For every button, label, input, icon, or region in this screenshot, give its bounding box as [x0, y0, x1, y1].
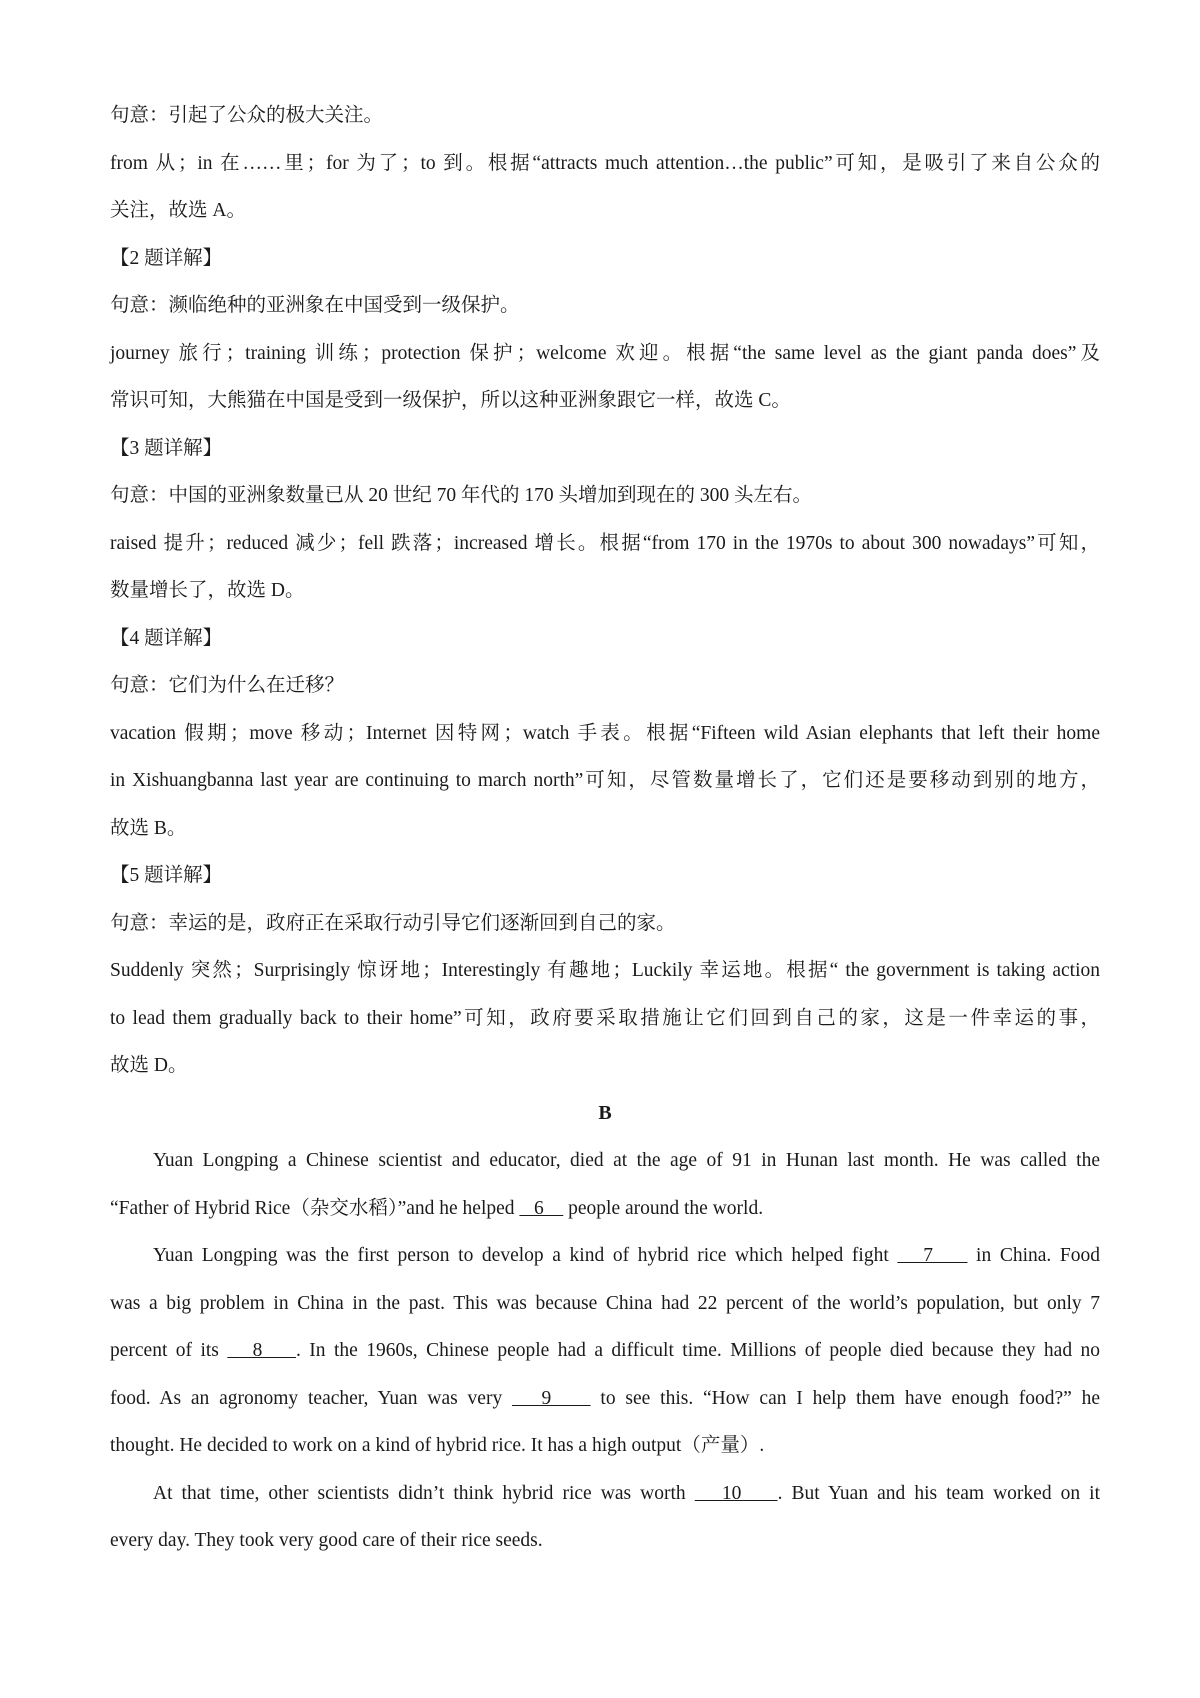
q4-heading: 【4 题详解】 [110, 627, 223, 649]
q3-analysis-line2: 数量增长了，故选 D。 [110, 580, 305, 601]
q2-heading: 【2 题详解】 [110, 247, 223, 269]
blank-7: 7 [897, 1245, 968, 1266]
passage-p3-line1 [110, 1470, 1100, 1518]
q1-analysis-line2: 关注，故选 A。 [110, 200, 246, 221]
passage-p2-line4 [110, 1375, 1100, 1423]
q5-analysis-line1: Suddenly 突然；Surprisingly 惊讶地；Interestingly 有趣地；Luckily 幸运地。根据“ the government is taking action [110, 960, 1100, 981]
q2-analysis-line2: 常识可知，大熊猫在中国是受到一级保护，所以这种亚洲象跟它一样，故选 C。 [110, 390, 791, 411]
passage-text: to see this. “How can I help them have enough food?” he [590, 1387, 1101, 1409]
blank-6: 6 [519, 1197, 564, 1219]
passage-text: At that time, other scientists didn’t think hybrid rice was worth [153, 1482, 695, 1504]
passage-p2-line1 [110, 1232, 1100, 1280]
blank-10: 10 [694, 1482, 778, 1504]
q5-meaning: 句意：幸运的是，政府正在采取行动引导它们逐渐回到自己的家。 [110, 912, 676, 934]
q1-analysis-line1: from 从；in 在……里；for 为了；to 到。根据“attracts much attention…the public”可知，是吸引了来自公众的 [110, 152, 1100, 174]
passage-text: Yuan Longping was the first person to develop a kind of hybrid rice which helped fight [153, 1245, 898, 1266]
q4-analysis-line3: 故选 B。 [110, 817, 187, 839]
q3-meaning: 句意：中国的亚洲象数量已从 20 世纪 70 年代的 170 头增加到现在的 300 头左右。 [110, 485, 813, 506]
passage-p2-line5: thought. He decided to work on a kind of hybrid rice. It has a high output（产量）. [110, 1435, 765, 1456]
passage-text: percent of its [110, 1340, 228, 1361]
q5-analysis-line3: 故选 D。 [110, 1055, 188, 1076]
q3-heading: 【3 题详解】 [110, 437, 223, 459]
passage-p3-line2: every day. They took very good care of their rice seeds. [110, 1530, 543, 1551]
q2-analysis-line1: journey 旅行；training 训练；protection 保护；welcome 欢迎。根据“the same level as the giant panda does”及 [110, 342, 1100, 364]
q2-meaning: 句意：濒临绝种的亚洲象在中国受到一级保护。 [110, 295, 520, 316]
passage-p2-line2: was a big problem in China in the past. This was because China had 22 percent of the world’s population, but only 7 [110, 1292, 1100, 1314]
q4-meaning: 句意：它们为什么在迁移？ [110, 675, 345, 696]
section-b-title: B [598, 1101, 612, 1124]
passage-text: food. As an agronomy teacher, Yuan was very [110, 1387, 513, 1409]
passage-p1-line2 [110, 1185, 1100, 1233]
passage-p2-line3 [110, 1327, 1100, 1375]
passage-p1-line1: Yuan Longping a Chinese scientist and educator, died at the age of 91 in Hunan last month. He was called the [153, 1150, 1100, 1171]
passage-text: people around the world. [563, 1197, 764, 1219]
blank-9: 9 [512, 1387, 591, 1409]
q4-analysis-line2: in Xishuangbanna last year are continuing to march north”可知，尽管数量增长了，它们还是要移动到别的地方， [110, 770, 1100, 791]
passage-text: “Father of Hybrid Rice（杂交水稻）”and he helped [110, 1197, 520, 1219]
q5-heading: 【5 题详解】 [110, 865, 223, 886]
q4-analysis-line1: vacation 假期；move 移动；Internet 因特网；watch 手表。根据“Fifteen wild Asian elephants that left their home [110, 722, 1100, 744]
blank-8: 8 [227, 1340, 297, 1361]
passage-text: in China. Food [967, 1245, 1101, 1266]
q1-meaning: 句意：引起了公众的极大关注。 [110, 105, 384, 126]
document-page [110, 92, 1100, 1565]
passage-text: . But Yuan and his team worked on it [777, 1482, 1101, 1504]
q3-analysis-line1: raised 提升；reduced 减少；fell 跌落；increased 增长。根据“from 170 in the 1970s to about 300 nowadays”可知， [110, 532, 1100, 554]
q5-analysis-line2: to lead them gradually back to their home”可知，政府要采取措施让它们回到自己的家，这是一件幸运的事， [110, 1007, 1100, 1029]
passage-text: . In the 1960s, Chinese people had a difficult time. Millions of people died because they had no [296, 1340, 1101, 1361]
